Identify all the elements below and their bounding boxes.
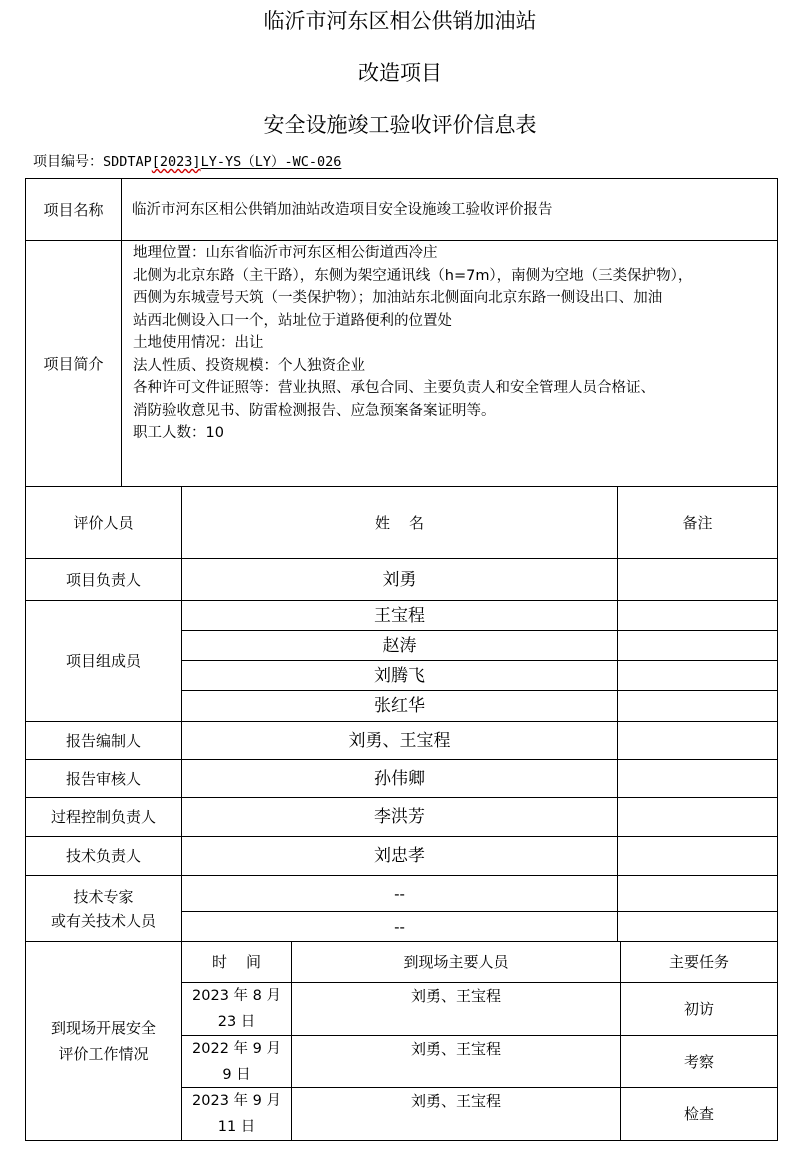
site-row-task: 检查 bbox=[683, 1105, 714, 1123]
site-time-header: 时 间 bbox=[211, 953, 262, 971]
tech-lead-label: 技术负责人 bbox=[65, 847, 141, 865]
member-name: 张红华 bbox=[374, 696, 425, 716]
date-line: 2022 年 9 月 bbox=[192, 1040, 281, 1057]
project-number-label: 项目编号： bbox=[33, 154, 103, 170]
project-name-label: 项目名称 bbox=[43, 200, 104, 219]
date-line: 9 日 bbox=[222, 1066, 251, 1083]
project-name-value: 临沂市河东区相公供销加油站改造项目安全设施竣工验收评价报告 bbox=[132, 201, 553, 218]
site-row-people: 刘勇、王宝程 bbox=[410, 1092, 501, 1110]
title-line-2: 改造项目 bbox=[358, 61, 442, 85]
intro-line: 法人性质、投资规模：个人独资企业 bbox=[133, 357, 365, 374]
site-row-task: 初访 bbox=[683, 1000, 714, 1018]
project-intro-label: 项目简介 bbox=[43, 354, 104, 373]
experts-label-line-2: 或有关技术人员 bbox=[50, 911, 156, 930]
intro-line: 站西北侧设入口一个，站址位于道路便利的位置处 bbox=[133, 312, 452, 329]
intro-line: 消防验收意见书、防雷检测报告、应急预案备案证明等。 bbox=[133, 402, 496, 419]
project-intro-text bbox=[133, 242, 773, 445]
site-work-label bbox=[26, 942, 181, 1140]
member-name: 赵涛 bbox=[382, 635, 417, 656]
site-row-people: 刘勇、王宝程 bbox=[410, 987, 501, 1005]
leader-label: 项目负责人 bbox=[65, 570, 141, 589]
intro-line: 土地使用情况：出让 bbox=[133, 335, 264, 351]
member-name: 刘腾飞 bbox=[374, 665, 425, 686]
project-number-code: LY-YS（LY）-WC-026 bbox=[200, 154, 342, 170]
site-people-header: 到现场主要人员 bbox=[403, 953, 509, 971]
title-line-1: 临沂市河东区相公供销加油站 bbox=[263, 9, 537, 33]
reviewer-name: 孙伟卿 bbox=[374, 768, 425, 789]
process-control-label: 过程控制负责人 bbox=[50, 808, 156, 826]
evaluator-header: 评价人员 bbox=[73, 513, 134, 532]
reviewer-label: 报告审核人 bbox=[65, 769, 141, 788]
project-number-year: [2023] bbox=[151, 154, 201, 170]
intro-line: 各种许可文件证照等：营业执照、承包合同、主要负责人和安全管理人员合格证、 bbox=[133, 380, 655, 396]
members-label: 项目组成员 bbox=[65, 652, 141, 670]
date-line: 2023 年 9 月 bbox=[192, 1093, 281, 1109]
expert-value: -- bbox=[394, 884, 405, 903]
title-line-3: 安全设施竣工验收评价信息表 bbox=[263, 113, 537, 137]
intro-line: 职工人数：10 bbox=[133, 425, 224, 441]
intro-line: 地理位置：山东省临沂市河东区相公街道西冷庄 bbox=[133, 245, 438, 261]
expert-value: -- bbox=[394, 917, 405, 936]
experts-label bbox=[26, 876, 181, 941]
site-row-task: 考察 bbox=[683, 1052, 714, 1071]
member-name: 王宝程 bbox=[374, 605, 425, 626]
site-row-date bbox=[182, 983, 291, 1035]
site-work-label-line-2: 评价工作情况 bbox=[58, 1045, 149, 1063]
site-row-date bbox=[182, 1036, 291, 1087]
remark-header: 备注 bbox=[682, 513, 713, 532]
leader-name: 刘勇 bbox=[382, 569, 417, 590]
site-work-label-line-1: 到现场开展安全 bbox=[50, 1019, 156, 1037]
compiler-label: 报告编制人 bbox=[65, 731, 141, 750]
site-row-date bbox=[182, 1088, 291, 1140]
tech-lead-name: 刘忠孝 bbox=[374, 846, 425, 866]
site-task-header: 主要任务 bbox=[668, 953, 729, 971]
process-control-name: 李洪芳 bbox=[374, 807, 425, 827]
experts-label-line-1: 技术专家 bbox=[73, 887, 134, 906]
intro-line: 西侧为东城壹号天筑（一类保护物）；加油站东北侧面向北京东路一侧设出口、加油 bbox=[133, 290, 663, 306]
name-header: 姓 名 bbox=[374, 513, 425, 532]
project-number-prefix: SDDTAP bbox=[103, 154, 152, 170]
project-number bbox=[33, 152, 341, 172]
date-line: 2023 年 8 月 bbox=[192, 988, 281, 1004]
compiler-name: 刘勇、王宝程 bbox=[348, 730, 451, 751]
intro-line: 北侧为北京东路（主干路），东侧为架空通讯线（h=7m），南侧为空地（三类保护物）， bbox=[133, 267, 693, 284]
date-line: 11 日 bbox=[217, 1119, 256, 1135]
date-line: 23 日 bbox=[217, 1014, 256, 1030]
site-row-people: 刘勇、王宝程 bbox=[410, 1040, 501, 1058]
